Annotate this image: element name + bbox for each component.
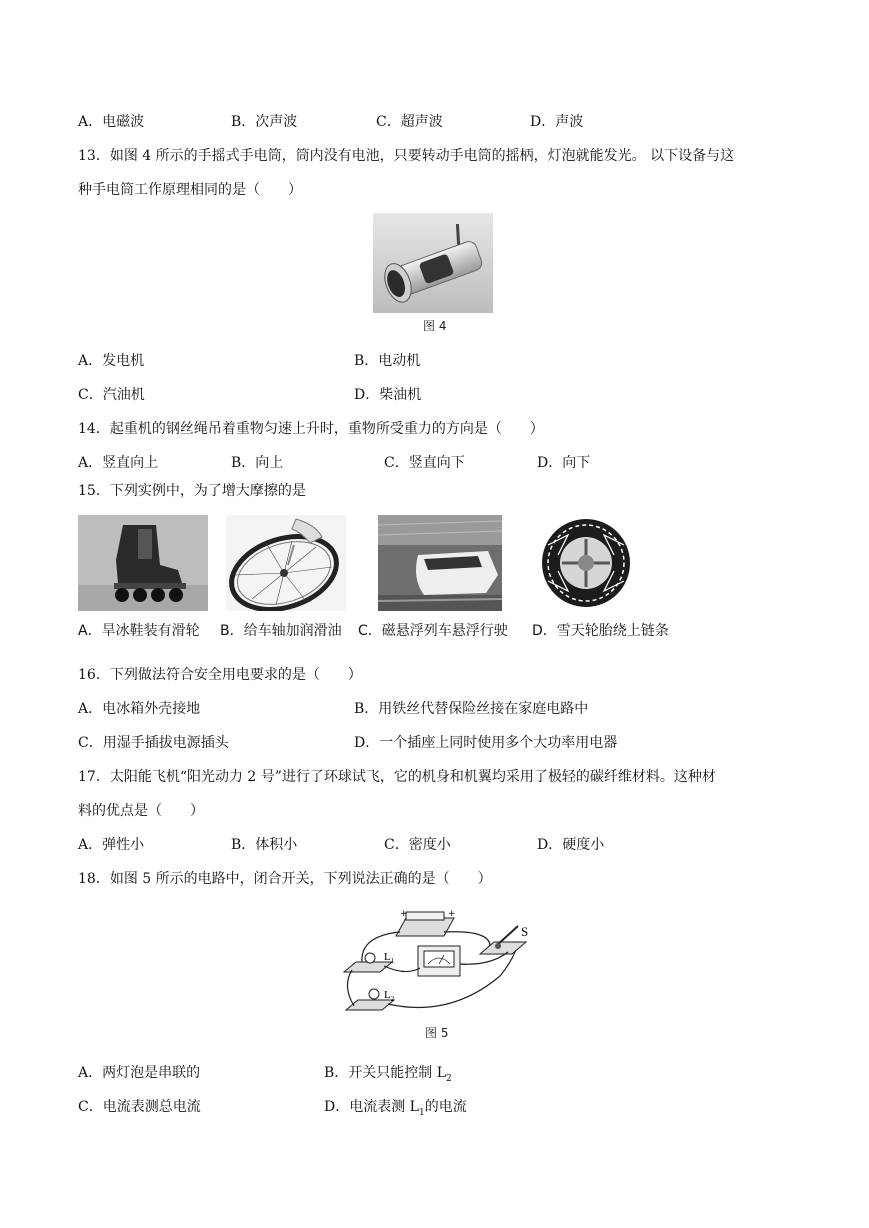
label-l1: L — [384, 951, 391, 963]
q17-option-a: A．弹性小 — [78, 837, 145, 853]
photo-bicycle-wheel — [226, 515, 346, 611]
q18-option-a: A．两灯泡是串联的 — [78, 1065, 201, 1081]
q13-option-b: B．电动机 — [354, 353, 421, 369]
q18-option-b-text: B．开关只能控制 L — [324, 1065, 447, 1081]
figure-4-flashlight — [373, 213, 493, 313]
svg-text:+: + — [400, 909, 408, 919]
q13-stem-line2: 种手电筒工作原理相同的是（ ） — [78, 182, 302, 198]
figure-5-circuit — [340, 906, 536, 1020]
q16-stem: 16．下列做法符合安全用电要求的是（ ） — [78, 667, 362, 683]
figure-5-caption: 图 5 — [425, 1026, 449, 1040]
q16-option-a: A．电冰箱外壳接地 — [78, 701, 201, 717]
q12-option-c: C．超声波 — [376, 114, 443, 130]
q14-option-d: D．向下 — [537, 455, 591, 471]
q15-option-d: D．雪天轮胎绕上链条 — [532, 623, 669, 639]
q17-option-b: B．体积小 — [231, 837, 298, 853]
q16-option-d: D．一个插座上同时使用多个大功率用电器 — [354, 735, 618, 751]
q14-option-a: A．竖直向上 — [78, 455, 159, 471]
q18-option-d-text: D．电流表测 L — [324, 1099, 419, 1115]
photo-roller-skate — [78, 515, 208, 611]
q12-option-b: B．次声波 — [231, 114, 298, 130]
label-l2: L — [384, 989, 391, 1001]
q13-stem-line1: 13．如图 4 所示的手摇式手电筒，筒内没有电池，只要转动手电筒的摇柄，灯泡就能发光。 以下设备与这 — [78, 148, 735, 164]
q12-option-a: A．电磁波 — [78, 114, 145, 130]
q17-stem-line2: 料的优点是（ ） — [78, 803, 204, 819]
q18-option-b-subscript: 2 — [446, 1073, 452, 1084]
q14-stem: 14．起重机的钢丝绳吊着重物匀速上升时，重物所受重力的方向是（ ） — [78, 421, 544, 437]
q12-option-d: D．声波 — [530, 114, 584, 130]
q14-option-c: C．竖直向下 — [384, 455, 465, 471]
photo-maglev-train — [378, 515, 502, 611]
q18-option-d-subscript: 1 — [418, 1107, 425, 1118]
q15-option-b: B．给车轴加润滑油 — [220, 623, 342, 639]
q15-stem: 15．下列实例中，为了增大摩擦的是 — [78, 483, 306, 499]
q15-option-c: C．磁悬浮列车悬浮行驶 — [358, 623, 508, 639]
q13-option-c: C．汽油机 — [78, 387, 145, 403]
q14-option-b: B．向上 — [231, 455, 284, 471]
q16-option-c: C．用湿手插拔电源插头 — [78, 735, 229, 751]
q13-option-d: D．柴油机 — [354, 387, 422, 403]
figure-4-caption: 图 4 — [423, 319, 447, 333]
label-l2-subscript: 2 — [390, 995, 395, 1003]
q15-option-a: A．旱冰鞋装有滑轮 — [78, 623, 200, 639]
q13-option-a: A．发电机 — [78, 353, 145, 369]
label-l1-subscript: 1 — [390, 957, 395, 965]
q17-stem-line1: 17．太阳能飞机“阳光动力 2 号”进行了环球试飞，它的机身和机翼均采用了极轻的碳纤维材料。这种材 — [78, 769, 716, 785]
q17-option-c: C．密度小 — [384, 837, 451, 853]
q18-option-b — [324, 1063, 452, 1089]
q18-option-c: C．电流表测总电流 — [78, 1099, 201, 1115]
q18-stem: 18．如图 5 所示的电路中，闭合开关，下列说法正确的是（ ） — [78, 871, 492, 887]
svg-text:+: + — [448, 909, 456, 919]
photo-snow-chain-tire — [538, 515, 634, 611]
q16-option-b: B．用铁丝代替保险丝接在家庭电路中 — [354, 701, 589, 717]
q18-option-d-suffix: 的电流 — [424, 1099, 467, 1115]
q17-option-d: D．硬度小 — [537, 837, 605, 853]
q18-option-d — [324, 1097, 467, 1123]
label-switch-s: S — [521, 924, 529, 939]
